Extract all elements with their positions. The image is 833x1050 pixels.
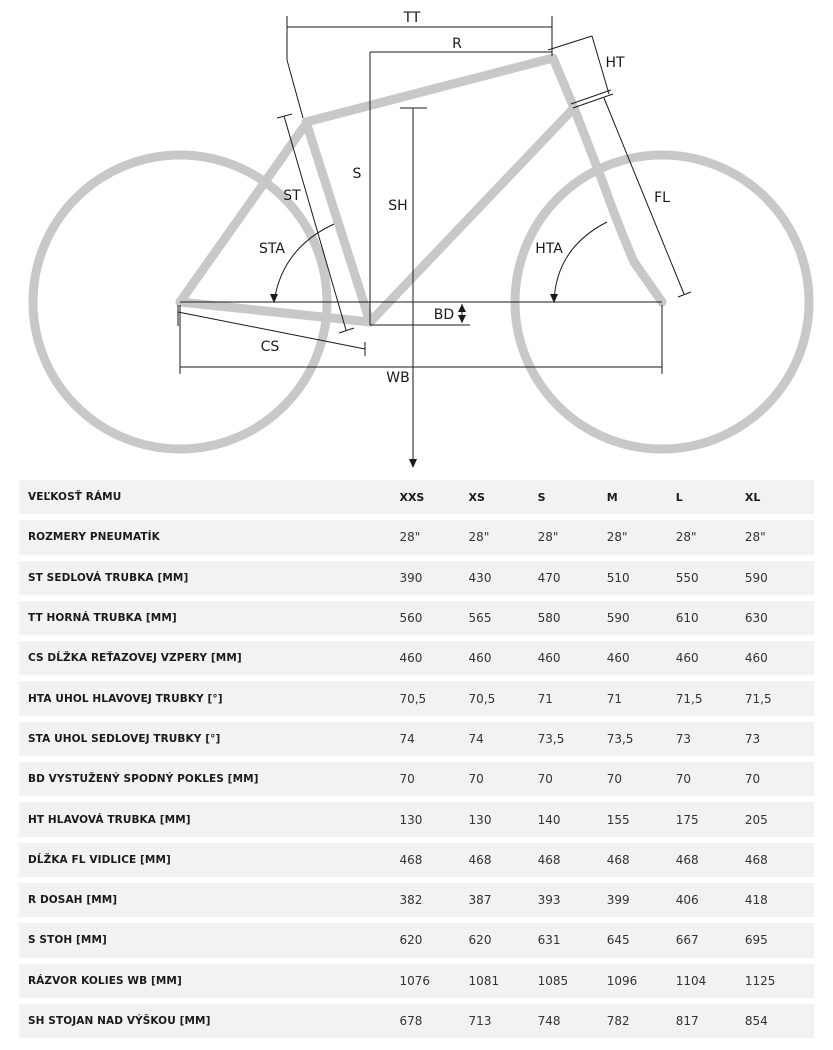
frame-size-label: VEĽKOSŤ RÁMU	[19, 480, 399, 514]
table-row	[19, 641, 814, 675]
table-row	[19, 883, 814, 917]
size-xxs: XXS	[399, 480, 468, 514]
cell-value: 28"	[399, 520, 468, 554]
table-header-row	[19, 480, 814, 514]
cell-value: 70	[607, 762, 676, 796]
cell-value: 71	[607, 681, 676, 715]
cell-value: 610	[676, 601, 745, 635]
wb-label: WB	[386, 370, 410, 386]
row-label: CS DĹŽKA REŤAZOVEJ VZPERY [MM]	[19, 641, 399, 675]
cell-value: 28"	[676, 520, 745, 554]
cell-value: 590	[607, 601, 676, 635]
cell-value: 560	[399, 601, 468, 635]
cell-value: 70	[469, 762, 538, 796]
cell-value: 74	[399, 722, 468, 756]
hta-label: HTA	[535, 241, 563, 257]
row-label: HTA UHOL HLAVOVEJ TRUBKY [°]	[19, 681, 399, 715]
cell-value: 678	[399, 1004, 468, 1038]
cell-value: 73,5	[607, 722, 676, 756]
cell-value: 74	[469, 722, 538, 756]
row-label: ST SEDLOVÁ TRUBKA [MM]	[19, 561, 399, 595]
cell-value: 28"	[469, 520, 538, 554]
cell-value: 460	[469, 641, 538, 675]
cell-value: 460	[399, 641, 468, 675]
cell-value: 406	[676, 883, 745, 917]
table-row	[19, 520, 814, 554]
cell-value: 470	[538, 561, 607, 595]
sta-label: STA	[259, 241, 285, 257]
cell-value: 387	[469, 883, 538, 917]
cell-value: 70	[399, 762, 468, 796]
cell-value: 390	[399, 561, 468, 595]
cell-value: 399	[607, 883, 676, 917]
cell-value: 155	[607, 802, 676, 836]
fl-label: FL	[654, 190, 670, 206]
size-m: M	[607, 480, 676, 514]
table-row	[19, 843, 814, 877]
cell-value: 175	[676, 802, 745, 836]
row-label: TT HORNÁ TRUBKA [MM]	[19, 601, 399, 635]
cell-value: 382	[399, 883, 468, 917]
table-row	[19, 722, 814, 756]
row-label: STA UHOL SEDLOVEJ TRUBKY [°]	[19, 722, 399, 756]
dimension-lines	[178, 16, 691, 462]
size-xs: XS	[469, 480, 538, 514]
cell-value: 28"	[538, 520, 607, 554]
cell-value: 393	[538, 883, 607, 917]
tt-label: TT	[403, 10, 421, 26]
size-s: S	[538, 480, 607, 514]
cell-value: 782	[607, 1004, 676, 1038]
table-row	[19, 802, 814, 836]
cell-value: 460	[607, 641, 676, 675]
cell-value: 630	[745, 601, 814, 635]
cell-value: 1085	[538, 964, 607, 998]
cell-value: 510	[607, 561, 676, 595]
cell-value: 1081	[469, 964, 538, 998]
cell-value: 713	[469, 1004, 538, 1038]
bike-geometry-diagram	[0, 0, 833, 470]
size-l: L	[676, 480, 745, 514]
cell-value: 73	[676, 722, 745, 756]
cell-value: 468	[745, 843, 814, 877]
s-label: S	[352, 166, 362, 182]
cell-value: 817	[676, 1004, 745, 1038]
bd-label: BD	[433, 307, 455, 323]
cell-value: 70	[538, 762, 607, 796]
row-label: DĹŽKA FL VIDLICE [MM]	[19, 843, 399, 877]
cell-value: 460	[676, 641, 745, 675]
cell-value: 468	[399, 843, 468, 877]
cell-value: 130	[399, 802, 468, 836]
table-row	[19, 1004, 814, 1038]
cell-value: 70	[676, 762, 745, 796]
cell-value: 590	[745, 561, 814, 595]
cell-value: 580	[538, 601, 607, 635]
cell-value: 1076	[399, 964, 468, 998]
table-row	[19, 681, 814, 715]
cell-value: 70,5	[469, 681, 538, 715]
st-label: ST	[283, 188, 301, 204]
cell-value: 70	[745, 762, 814, 796]
cell-value: 468	[676, 843, 745, 877]
cell-value: 1104	[676, 964, 745, 998]
cell-value: 620	[469, 923, 538, 957]
cell-value: 140	[538, 802, 607, 836]
cell-value: 645	[607, 923, 676, 957]
cs-label: CS	[260, 339, 280, 355]
cell-value: 28"	[745, 520, 814, 554]
cell-value: 71,5	[745, 681, 814, 715]
row-label: HT HLAVOVÁ TRUBKA [MM]	[19, 802, 399, 836]
cell-value: 1096	[607, 964, 676, 998]
sh-label: SH	[388, 198, 408, 214]
cell-value: 631	[538, 923, 607, 957]
table-row	[19, 964, 814, 998]
row-label: SH STOJAN NAD VÝŠKOU [MM]	[19, 1004, 399, 1038]
cell-value: 748	[538, 1004, 607, 1038]
cell-value: 468	[469, 843, 538, 877]
cell-value: 468	[538, 843, 607, 877]
r-label: R	[452, 36, 462, 52]
cell-value: 73	[745, 722, 814, 756]
cell-value: 550	[676, 561, 745, 595]
table-row	[19, 762, 814, 796]
cell-value: 418	[745, 883, 814, 917]
cell-value: 70,5	[399, 681, 468, 715]
cell-value: 854	[745, 1004, 814, 1038]
cell-value: 460	[538, 641, 607, 675]
table-row	[19, 561, 814, 595]
cell-value: 468	[607, 843, 676, 877]
row-label: ROZMERY PNEUMATÍK	[19, 520, 399, 554]
row-label: R DOSAH [MM]	[19, 883, 399, 917]
cell-value: 565	[469, 601, 538, 635]
row-label: S STOH [MM]	[19, 923, 399, 957]
cell-value: 130	[469, 802, 538, 836]
table-row	[19, 923, 814, 957]
cell-value: 667	[676, 923, 745, 957]
size-xl: XL	[745, 480, 814, 514]
cell-value: 28"	[607, 520, 676, 554]
cell-value: 71	[538, 681, 607, 715]
cell-value: 205	[745, 802, 814, 836]
cell-value: 1125	[745, 964, 814, 998]
cell-value: 71,5	[676, 681, 745, 715]
cell-value: 73,5	[538, 722, 607, 756]
ht-label: HT	[605, 55, 625, 71]
row-label: BD VYSTUŽENÝ SPODNÝ POKLES [MM]	[19, 762, 399, 796]
row-label: RÁZVOR KOLIES WB [MM]	[19, 964, 399, 998]
geometry-table	[19, 474, 814, 1044]
table-row	[19, 601, 814, 635]
cell-value: 695	[745, 923, 814, 957]
cell-value: 620	[399, 923, 468, 957]
cell-value: 460	[745, 641, 814, 675]
cell-value: 430	[469, 561, 538, 595]
